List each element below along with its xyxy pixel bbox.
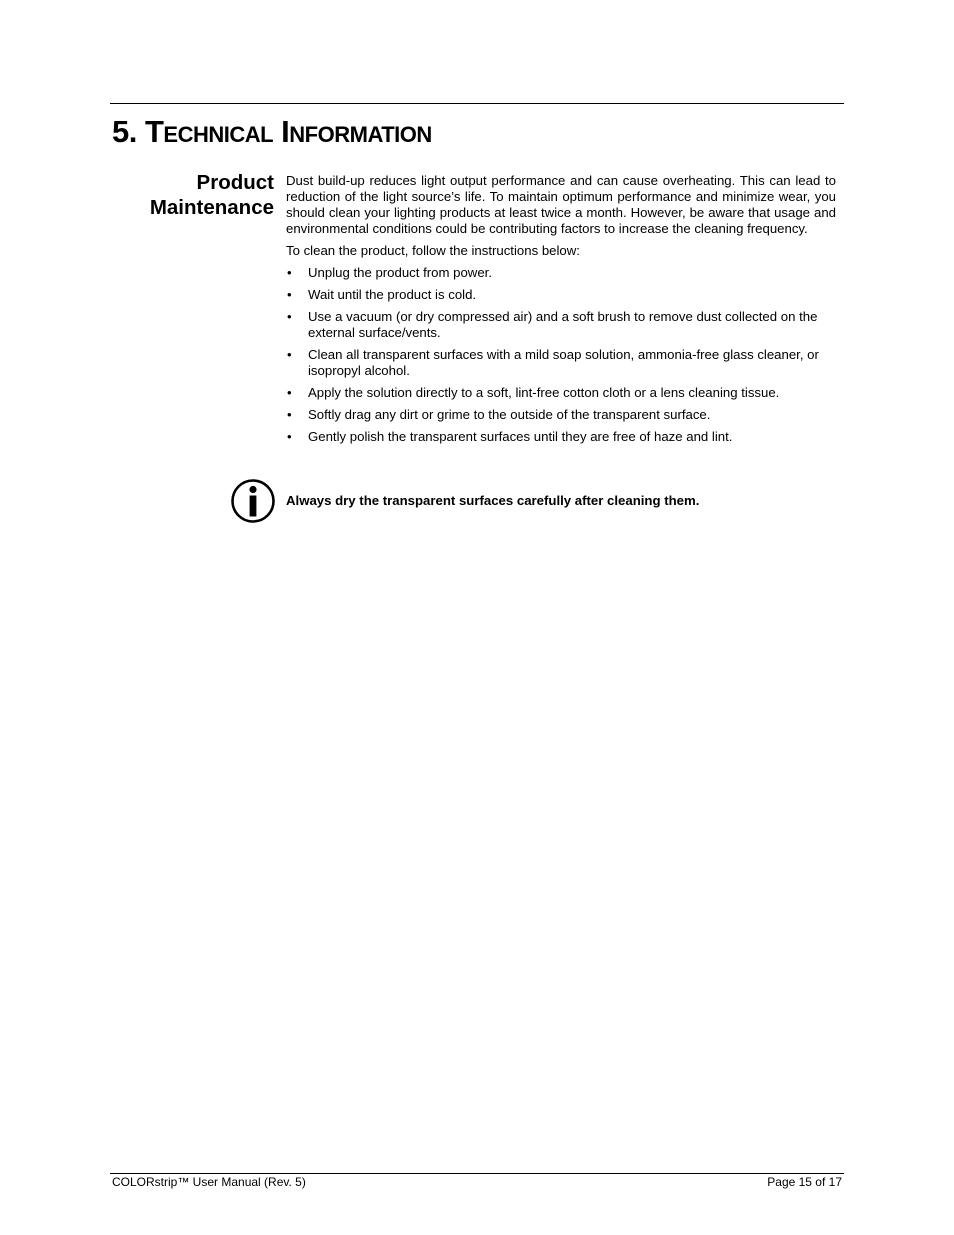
lead-in-paragraph: To clean the product, follow the instructions below:: [286, 243, 580, 258]
list-item-text: Softly drag any dirt or grime to the outside of the transparent surface.: [308, 407, 711, 422]
section-heading-line-2: Maintenance: [149, 196, 274, 219]
list-item-text: Gently polish the transparent surfaces until they are free of haze and lint.: [308, 429, 733, 444]
bullet-icon: •: [287, 309, 292, 324]
bullet-icon: •: [287, 287, 292, 302]
bullet-icon: •: [287, 385, 292, 400]
info-note: [230, 478, 840, 526]
section-heading: [110, 170, 274, 220]
header-divider: [110, 103, 844, 104]
bullet-icon: •: [287, 407, 292, 422]
section-body: [286, 173, 836, 451]
list-item: [286, 385, 836, 401]
list-item: [286, 347, 836, 379]
list-item: [286, 287, 836, 303]
footer-page-number: Page 15 of 17: [767, 1175, 842, 1189]
list-item: [286, 265, 836, 281]
footer-document-title: COLORstrip™ User Manual (Rev. 5): [112, 1175, 306, 1189]
list-item: [286, 309, 836, 341]
bullet-icon: •: [287, 347, 292, 362]
list-item: [286, 407, 836, 423]
list-item-text: Unplug the product from power.: [308, 265, 492, 280]
bullet-icon: •: [287, 429, 292, 444]
list-item: [286, 429, 836, 445]
bullet-icon: •: [287, 265, 292, 280]
list-item-text: Wait until the product is cold.: [308, 287, 477, 302]
info-icon: [230, 478, 276, 524]
note-text: Always dry the transparent surfaces carefully after cleaning them.: [286, 493, 700, 508]
list-item-text: Clean all transparent surfaces with a mild soap solution, ammonia-free glass cleaner, or isopropyl alcohol.: [308, 347, 819, 378]
section-heading-line-1: Product: [196, 171, 274, 194]
cleaning-steps-list: [286, 265, 836, 445]
intro-paragraph: Dust build-up reduces light output performance and can cause overheating. This can lead to reduction of the light source’s life. To maintain optimum performance and minimize wear, you should clean your lighting products at least twice a month. However, be aware that usage and environmental conditions could be contributing factors to increase the cleaning frequency.: [286, 173, 836, 236]
footer-divider: [110, 1173, 844, 1174]
chapter-title: 5. Technical Information: [112, 114, 432, 149]
list-item-text: Apply the solution directly to a soft, lint-free cotton cloth or a lens cleaning tissue.: [308, 385, 780, 400]
list-item-text: Use a vacuum (or dry compressed air) and a soft brush to remove dust collected on the external surface/vents.: [308, 309, 818, 340]
